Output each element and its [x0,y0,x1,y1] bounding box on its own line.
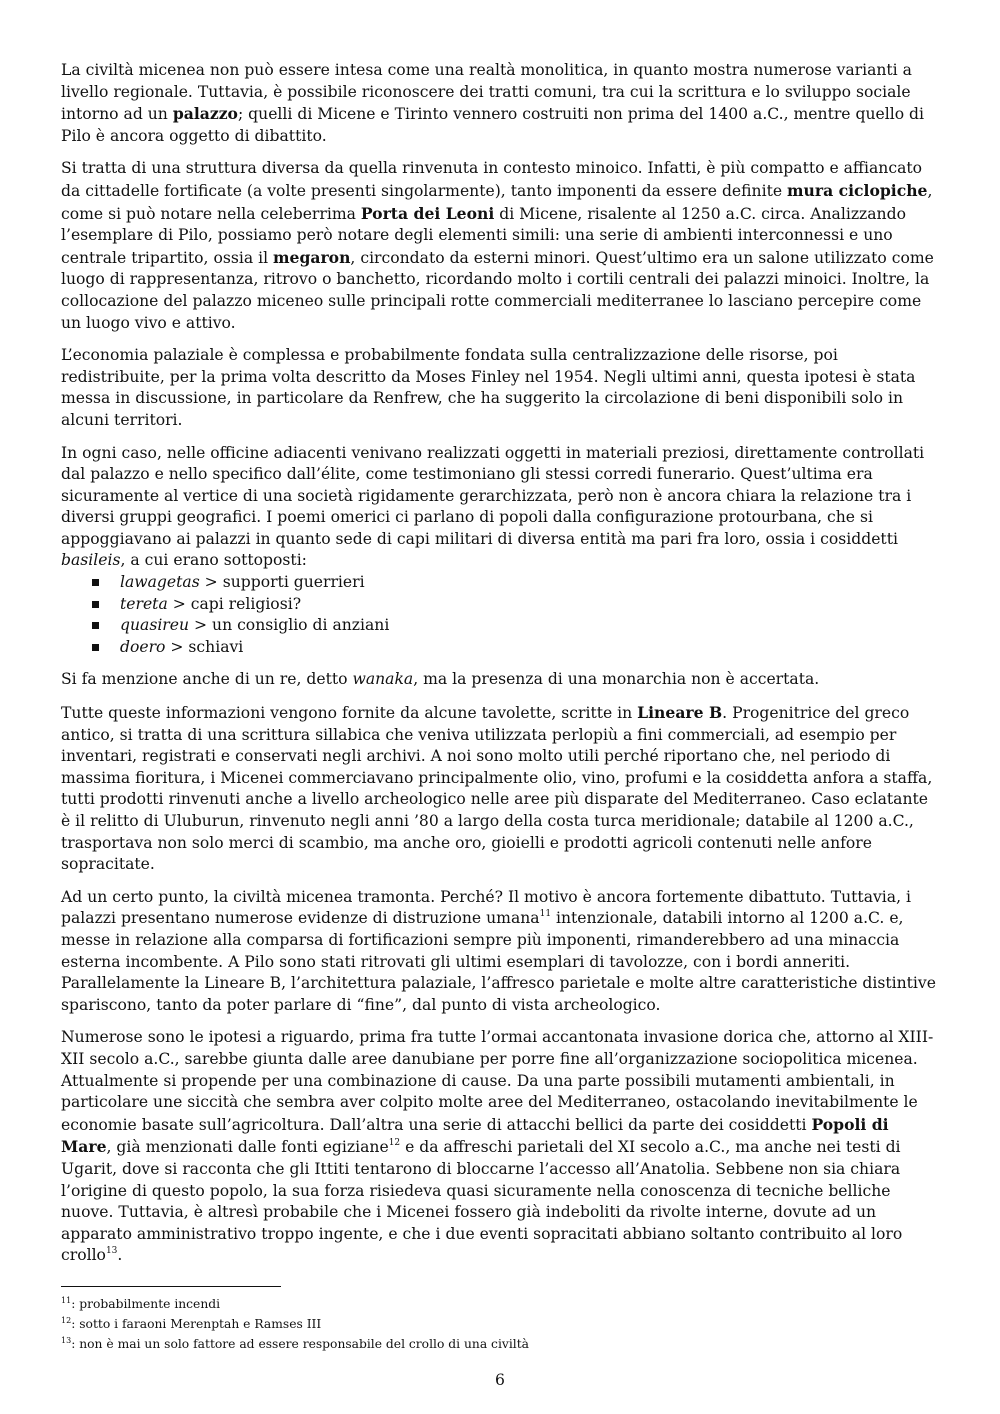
text-run: , già menzionati dalle fonti egiziane [106,1138,389,1157]
text-run: > schiavi [165,637,244,656]
text-run: Ad un certo punto, la civiltà micenea tramonta. Perché? Il motivo è ancora fortemente dibattuto. Tuttavia, i palazzi presentano numerose evidenze di distruzione umana [61,887,911,928]
bold-term: Lineare B [637,703,723,723]
footnote [61,1334,941,1354]
footnotes [61,1294,941,1354]
italic-term: wanaka [352,670,414,689]
italic-term: doero [120,637,166,656]
italic-term: lawagetas [120,573,200,592]
text-run: In ogni caso, nelle officine adiacenti venivano realizzati oggetti in materiali preziosi, direttamente controllati dal palazzo e nello specifico dall’élite, come testimoniano gli stessi corredi funerario. Quest’ultima era sicuramente al vertice di una società rigidamente gerarchizzata, però non è ancora chiara la relazione tra i diversi gruppi geografici. I poemi omerici ci parlano di popoli dalla configurazione protourbana, che si appoggiavano ai palazzi in quanto sede di capi militari di diversa entità ma pari fra loro, ossia i cosiddetti [61,443,925,548]
footnote-separator [61,1286,281,1287]
paragraph [61,887,941,1017]
text-run: Si tratta di una struttura diversa da quella rinvenuta in contesto minoico. Infatti, è più compatto e affiancato da cittadelle fortificate (a volte presenti singolarmente), tanto imponenti da essere definite [61,159,923,200]
text-run: . [117,1246,123,1265]
text-run: . Progenitrice del greco antico, si tratta di una scrittura sillabica che veniva utilizzata perlopiù a fini commerciali, ad esempio per inventari, registrati e conservati negli archivi. A noi sono molto utili perché riportano che, nel periodo di massima fioritura, i Micenei commerciavano principalmente olio, vino, profumi e la cosiddetta anfora a staffa, tutti prodotti rinvenuti anche a livello archeologico nelle aree più disparate del Mediterraneo. Caso eclatante è il relitto di Uluburun, rinvenuto negli anni ’80 a largo della costa turca meridionale; databile al 1200 a.C., trasportava non solo merci di scambio, ma anche oro, gioielli e prodotti agricoli contenuti nelle anfore sopracitate. [61,704,933,874]
paragraph [61,60,941,147]
paragraph [61,702,941,876]
text-run: Si fa menzione anche di un re, detto [61,670,353,689]
text-run: e da affreschi parietali del XI secolo a.C., ma anche nei testi di Ugarit, dove si racconta che gli Ittiti tentarono di bloccarne l’accesso all’Anatolia. Sebbene non sia chiara l’origine di questo popolo, la sua forza risiedeva quasi sicuramente nella conoscenza di tecniche belliche nuove. Tuttavia, è altresì probabile che i Micenei fossero già indeboliti da rivolte interne, dovute ad un apparato amministrativo troppo ingente, e che i due eventi sopracitati abbiano soltanto contribuito al loro crollo [61,1138,903,1265]
text-run: ; quelli di Micene e Tirinto vennero costruiti non prima del 1400 a.C., mentre quello di Pilo è ancora oggetto di dibattito. [61,105,925,145]
list-item [61,572,941,594]
footnote-reference: 13 [105,1246,118,1257]
text-run: > capi religiosi? [167,594,302,613]
text-run: di Micene, risalente al 1250 a.C. circa. Analizzando l’esemplare di Pilo, possiamo però notare degli elementi simili: una serie di ambienti interconnessi e uno centrale tripartito, ossia il [61,204,906,267]
bold-term: mura ciclopiche [787,180,928,200]
page-number: 6 [495,1371,505,1389]
footnote-reference: 12 [388,1138,401,1149]
text-run: > un consiglio di anziani [189,616,390,635]
italic-term: quasireu [120,616,190,635]
text-run: , come si può notare nella celeberrima [61,181,933,223]
body-text [61,60,941,1278]
italic-term: basileis [61,551,121,570]
footnote [61,1294,941,1314]
text-run: intenzionale, databili intorno al 1200 a.C. e, messe in relazione alla comparsa di fortificazioni sempre più imponenti, rimanderebbero ad una minaccia esterna incombente. A Pilo sono stati ritrovati gli ultimi esemplari di tavolozze, con i bordi anneriti. Parallelamente la Lineare B, l’architettura palaziale, l’affresco parietale e molte altre caratteristiche distintive spariscono, tanto da poter parlare di “fine”, dal punto di vista archeologico. [61,909,936,1014]
footnote-text: : non è mai un solo fattore ad essere responsabile del crollo di una civiltà [71,1337,529,1351]
footnote-text: : probabilmente incendi [71,1297,221,1311]
paragraph [61,158,941,334]
list-item [61,615,941,637]
text-run: , ma la presenza di una monarchia non è accertata. [413,670,820,689]
text-run: L’economia palaziale è complessa e probabilmente fondata sulla centralizzazione delle risorse, poi redistribuite, per la prima volta descritto da Moses Finley nel 1954. Negli ultimi anni, questa ipotesi è stata messa in discussione, in particolare da Renfrew, che ha suggerito la circolazione di beni disponibili solo in alcuni territori. [61,346,916,429]
footnote [61,1314,941,1334]
footnote-number: 13 [61,1336,72,1345]
paragraph [61,443,941,573]
italic-term: tereta [120,594,168,613]
bold-term: Popoli di Mare [61,1114,889,1157]
bold-term: palazzo [172,104,238,124]
footnote-number: 12 [61,1316,72,1325]
paragraph [61,1027,941,1267]
footnote-number: 11 [61,1296,72,1305]
paragraph [61,345,941,431]
footnote-reference: 11 [539,909,552,920]
text-run: Tutte queste informazioni vengono fornite da alcune tavolette, scritte in [61,704,638,723]
bullet-list [61,572,941,658]
paragraph [61,669,941,691]
list-item [61,594,941,616]
bold-term: megaron [273,247,351,267]
text-run: , a cui erano sottoposti: [120,551,307,570]
text-run: Numerose sono le ipotesi a riguardo, prima fra tutte l’ormai accantonata invasione dorica che, attorno al XIII-XII secolo a.C., sarebbe giunta dalle aree danubiane per porre fine all’organizzazione sociopolitica micenea. Attualmente si propende per una combinazione di cause. Da una parte possibili mutamenti ambientali, in particolare une siccità che sembra aver colpito molte aree del Mediterraneo, ostacolando inevitabilmente le economie basate sull’agricoltura. Dall’altra una serie di attacchi bellici da parte dei cosiddetti [61,1028,934,1134]
text-run: , circondato da esterni minori. Quest’ultimo era un salone utilizzato come luogo di rappresentanza, ritrovo o banchetto, ricordando molto i cortili centrali dei palazzi minoici. Inoltre, la collocazione del palazzo miceneo sulle principali rotte commerciali mediterranee lo lasciano percepire come un luogo vivo e attivo. [61,248,934,332]
list-item [61,637,941,659]
bold-term: Porta dei Leoni [360,203,495,223]
footnote-text: : sotto i faraoni Merenptah e Ramses III [71,1317,322,1331]
text-run: > supporti guerrieri [199,573,365,592]
text-run: La civiltà micenea non può essere intesa come una realtà monolitica, in quanto mostra numerose varianti a livello regionale. Tuttavia, è possibile riconoscere dei tratti comuni, tra cui la scrittura e lo sviluppo sociale intorno ad un [61,61,912,124]
